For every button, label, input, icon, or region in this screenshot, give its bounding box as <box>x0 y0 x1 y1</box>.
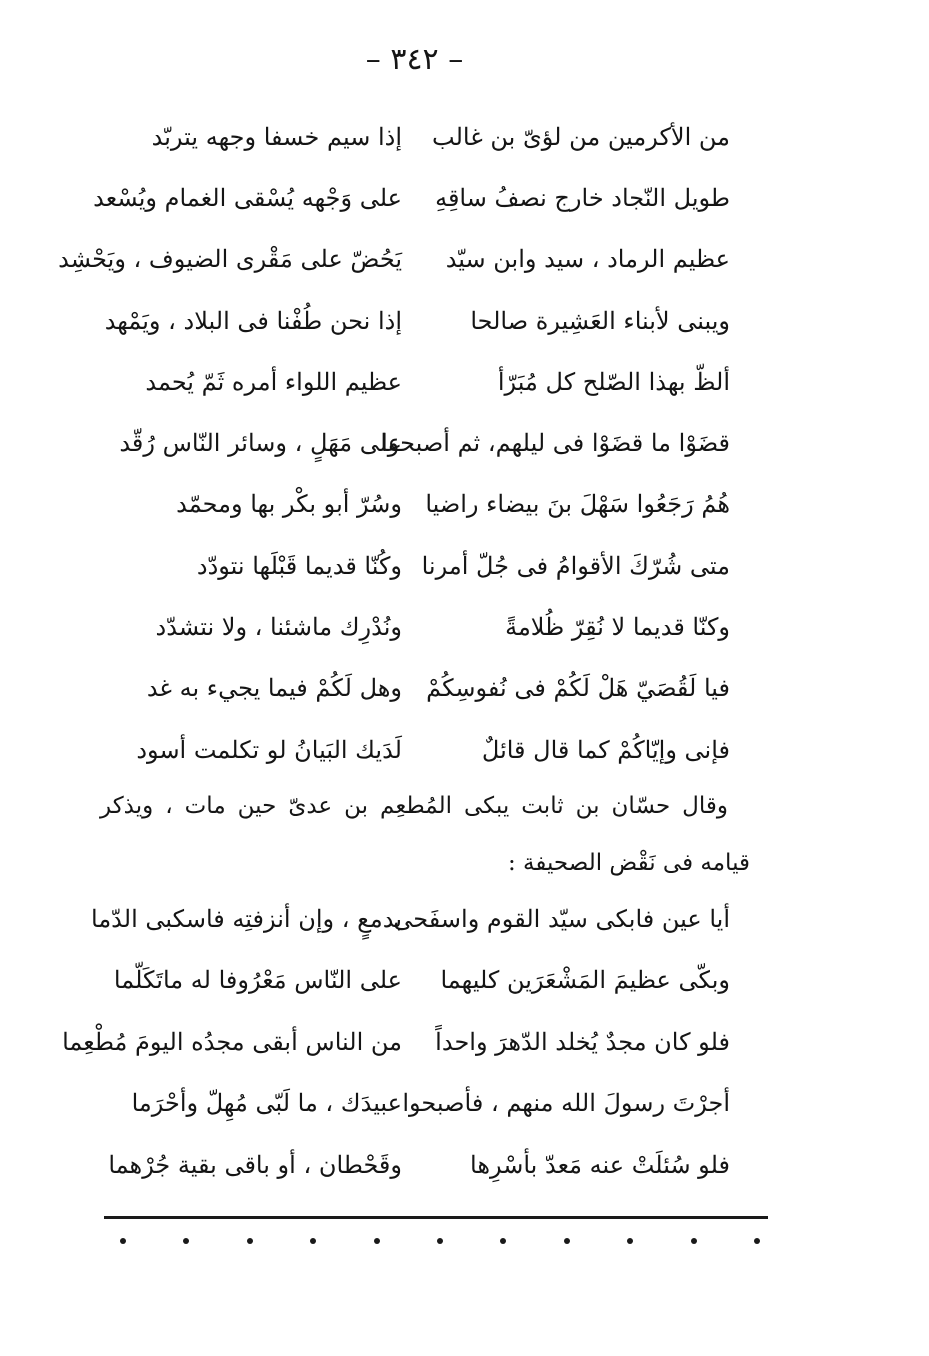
couplet <box>91 888 730 950</box>
couplet <box>110 535 730 596</box>
hemistich-second: على مَهَلٍ ، وسائر النّاس رُقّد <box>119 429 402 458</box>
hemistich-second: من الناس أبقى مجدُه اليومَ مُطْعِما <box>62 1027 402 1056</box>
couplet <box>110 596 730 657</box>
couplet <box>110 474 730 535</box>
hemistich-second: إذا سيم خسفا وجهه يتربّد <box>151 122 402 151</box>
footer-dot <box>754 1238 760 1244</box>
footer-dot <box>691 1238 697 1244</box>
couplet <box>93 167 730 228</box>
couplet <box>110 658 730 719</box>
footer-dot <box>627 1238 633 1244</box>
hemistich-second: عظيم اللواء أمره ثَمّ يُحمد <box>145 367 402 396</box>
footer-dots <box>120 1238 760 1244</box>
hemistich-second: وهل لَكُمْ فيما يجيء به غد <box>146 674 402 703</box>
footer-dot <box>310 1238 316 1244</box>
couplet <box>110 1073 730 1135</box>
footer-dot <box>500 1238 506 1244</box>
hemistich-second: يَحُضّ على مَقْرى الضيوف ، ويَحْشِد <box>58 245 402 274</box>
couplet <box>110 351 730 412</box>
footer-dot <box>247 1238 253 1244</box>
hemistich-first: أيا عين فابكى سيّد القوم واسفَحى <box>393 904 730 933</box>
hemistich-first: من الأكرمين من لؤىّ بن غالب <box>432 122 730 151</box>
hemistich-first: عظيم الرماد ، سيد وابن سيّد <box>445 245 730 274</box>
hemistich-first: فإنى وإيّاكُمْ كما قال قائلٌ <box>481 735 730 764</box>
prose-text: وقال حسّان بن ثابت يبكى المُطعِم بن عدىّ حين مات ، ويذكر قيامه فى نَقْض الصحيفة : <box>100 793 750 876</box>
footer-dot <box>120 1238 126 1244</box>
couplet <box>110 412 730 473</box>
hemistich-second: وسُرّ أبو بكْر بها ومحمّد <box>176 490 402 519</box>
hemistich-second: إذا نحن طُفْنا فى البلاد ، ويَمْهد <box>104 306 402 335</box>
footer-rule <box>104 1216 768 1219</box>
hemistich-second: ونُدْرِك ماشئنا ، ولا نتشدّد <box>155 613 402 642</box>
hemistich-second: وقَحْطان ، أو باقى بقية جُرْهما <box>108 1150 402 1179</box>
hemistich-first: أجرْتَ رسولَ الله منهم ، فأصبحوا <box>402 1089 730 1118</box>
hemistich-second: عبيدَك ، ما لَبّى مُهِلّ وأحْرَما <box>131 1089 402 1118</box>
hemistich-second: وكُنّا قديما قَبْلَها نتودّد <box>196 551 402 580</box>
hemistich-first: متى شُرّكَ الأقوامُ فى جُلّ أمرنا <box>421 551 730 580</box>
hemistich-second: على وَجْهه يُسْقى الغمام ويُسْعد <box>93 183 402 212</box>
footer-dot <box>437 1238 443 1244</box>
hemistich-second: على النّاس مَعْرُوفا له ماتَكَلّما <box>113 966 402 995</box>
couplet <box>110 106 730 167</box>
hemistich-first: طويل النّجاد خارج نصفُ ساقِهِ <box>435 183 730 212</box>
footer-dot <box>564 1238 570 1244</box>
hemistich-first: فلو كان مجدٌ يُخلد الدّهرَ واحداً <box>435 1027 730 1056</box>
couplet <box>62 1011 730 1073</box>
footer-dot <box>374 1238 380 1244</box>
footer-dot <box>183 1238 189 1244</box>
hemistich-first: ألظّ بهذا الصّلح كل مُبَرّأ <box>497 367 730 396</box>
couplet <box>104 290 730 351</box>
hemistich-first: ويبنى لأبناء العَشِيرة صالحا <box>470 306 730 335</box>
poem-first <box>58 106 730 780</box>
hemistich-first: وبكّى عظيمَ المَشْعَرَين كليهما <box>440 966 730 995</box>
hemistich-first: وكنّا قديما لا نُقِرّ ظُلامةً <box>505 613 730 642</box>
couplet <box>110 950 730 1012</box>
hemistich-first: هُمُ رَجَعُوا سَهْلَ بنَ بيضاء راضيا <box>425 490 730 519</box>
poem-second <box>62 888 730 1196</box>
couplet <box>58 229 730 290</box>
hemistich-first: قضَوْا ما قضَوْا فى ليلهم، ثم أصبحوا <box>381 429 730 458</box>
hemistich-second: بدمعٍ ، وإن أنزفتِه فاسكبى الدّما <box>91 904 402 933</box>
couplet <box>110 719 730 780</box>
page-number: – ٣٤٢ – <box>365 42 464 77</box>
hemistich-second: لَدَيك البَيانُ لو تكلمت أسود <box>136 735 402 764</box>
hemistich-first: فيا لَقُصَيّ هَلْ لَكُمْ فى نُفوسِكُمْ <box>426 674 730 703</box>
prose-paragraph <box>100 778 750 892</box>
couplet <box>110 1134 730 1196</box>
hemistich-first: فلو سُئلَتْ عنه مَعدّ بأسْرِها <box>470 1150 730 1179</box>
